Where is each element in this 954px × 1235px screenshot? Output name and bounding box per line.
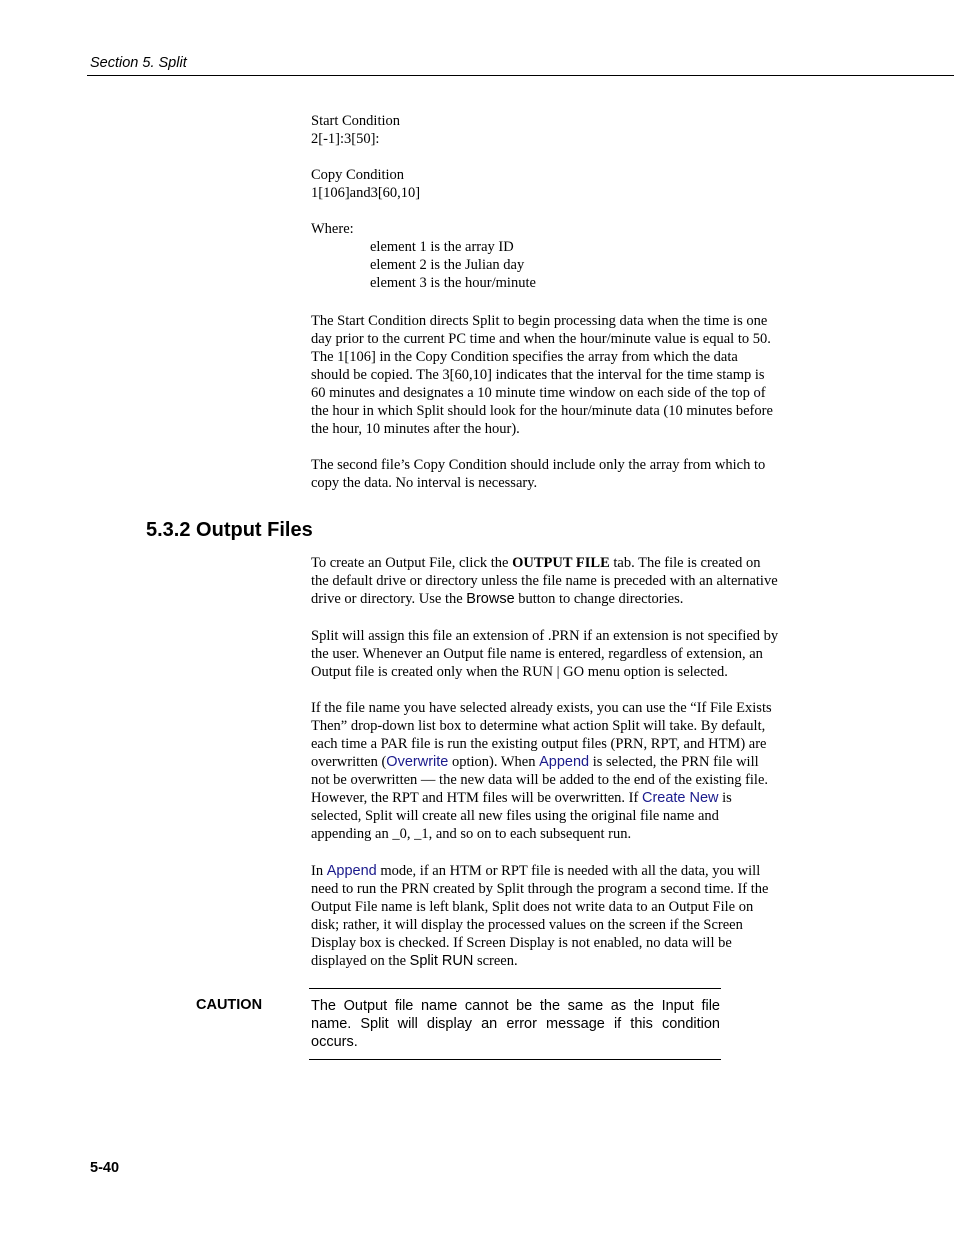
browse-button-reference: Browse (466, 591, 515, 607)
text-run: In (311, 863, 327, 879)
paragraph-line: Then” drop-down list box to determine what action Split will take. By default, (311, 718, 766, 734)
text-run: screen. (473, 953, 518, 969)
page-number: 5-40 (90, 1160, 120, 1176)
caution-label: CAUTION (196, 997, 263, 1013)
text-run: tab. The file is created on (609, 555, 761, 571)
paragraph-line: 60 minutes and designates a 10 minute time window on each side of the top of (311, 385, 766, 401)
paragraph-line: Split will assign this file an extension of .PRN if an extension is not specified by (311, 628, 779, 644)
paragraph-line: the user. Whenever an Output file name is entered, regardless of extension, an (311, 646, 763, 662)
paragraph-line: the hour in which Split should look for the hour/minute data (10 minutes before (311, 403, 773, 419)
paragraph-line: should be copied. The 3[60,10] indicates that the interval for the time stamp is (311, 367, 765, 383)
paragraph-line: Output File name is left blank, Split does not write data to an Output File on (311, 899, 754, 915)
output-files-paragraph-4 (311, 862, 816, 970)
text-run: displayed on the (311, 953, 410, 969)
conditions-block (311, 112, 816, 292)
paragraph-line: each time a PAR file is run the existing output files (PRN, RPT, and HTM) are (311, 736, 767, 752)
paragraph-line: disk; rather, it will display the processed values on the screen if the Screen (311, 917, 743, 933)
paragraph-line: The Start Condition directs Split to begin processing data when the time is one (311, 313, 768, 329)
caution-line: occurs. (311, 1034, 358, 1050)
caution-top-rule (309, 988, 721, 989)
output-file-tab-reference: OUTPUT FILE (512, 555, 610, 571)
paragraph-line: The 1[106] in the Copy Condition specifies the array from which the data (311, 349, 738, 365)
text-run: However, the RPT and HTM files will be overwritten. If (311, 790, 642, 806)
output-files-paragraph-3 (311, 699, 816, 843)
paragraph-line (311, 753, 816, 771)
output-files-paragraph-1 (311, 554, 816, 608)
paragraph-line: The second file’s Copy Condition should include only the array from which to (311, 457, 766, 473)
section-heading: 5.3.2 Output Files (146, 519, 313, 541)
where-label: Where: (311, 221, 354, 237)
create-new-option-reference: Create New (641, 790, 719, 806)
caution-line: name. Split will display an error message if this condition (311, 1016, 720, 1032)
text-run: is (718, 790, 732, 806)
start-condition-label: Start Condition (311, 113, 401, 129)
copy-condition-label: Copy Condition (311, 167, 405, 183)
append-mode-reference: Append (326, 863, 377, 879)
paragraph-line: selected, Split will create all new files using the original file name and (311, 808, 719, 824)
paragraph-line: not be overwritten — the new data will be added to the end of the existing file. (311, 772, 769, 788)
paragraph-line: the default drive or directory unless the file name is preceded with an alternative (311, 573, 778, 589)
paragraph-line: need to run the PRN created by Split through the program a second time. If the (311, 881, 769, 897)
append-option-reference: Append (539, 754, 590, 770)
paragraph-line (311, 590, 816, 608)
text-run: overwritten ( (311, 754, 387, 770)
text-run: drive or directory. Use the (311, 591, 467, 607)
text-run: button to change directories. (514, 591, 684, 607)
paragraph-line: If the file name you have selected already exists, you can use the “If File Exists (311, 700, 772, 716)
text-run: mode, if an HTM or RPT file is needed with all the data, you will (376, 863, 761, 879)
start-condition-explanation (311, 312, 816, 438)
paragraph-line: Display box is checked. If Screen Display is not enabled, no data will be (311, 935, 732, 951)
text-run: option). When (448, 754, 540, 770)
paragraph-line: Output file is created only when the RUN | GO menu option is selected. (311, 664, 728, 680)
element-3-description: element 3 is the hour/minute (370, 275, 536, 291)
overwrite-option-reference: Overwrite (386, 754, 449, 770)
header-rule (87, 75, 954, 76)
paragraph-line (311, 862, 816, 880)
copy-condition-value: 1[106]and3[60,10] (311, 185, 421, 201)
caution-bottom-rule (309, 1059, 721, 1060)
caution-line: The Output file name cannot be the same as the Input file (311, 998, 720, 1014)
running-header: Section 5. Split (90, 55, 187, 71)
paragraph-line (311, 789, 816, 807)
start-condition-value: 2[-1]:3[50]: (311, 131, 380, 147)
caution-text (311, 997, 720, 1051)
paragraph-line: appending an _0, _1, and so on to each subsequent run. (311, 826, 632, 842)
element-2-description: element 2 is the Julian day (370, 257, 525, 273)
output-files-paragraph-2 (311, 627, 816, 681)
paragraph-line: the hour, 10 minutes after the hour). (311, 421, 520, 437)
paragraph-line (311, 554, 816, 572)
text-run: is selected, the PRN file will (589, 754, 759, 770)
element-1-description: element 1 is the array ID (370, 239, 514, 255)
paragraph-line (311, 952, 816, 970)
paragraph-line: day prior to the current PC time and when the hour/minute value is equal to 50. (311, 331, 771, 347)
split-run-screen-reference: Split RUN (409, 953, 474, 969)
second-file-paragraph (311, 456, 816, 492)
text-run: To create an Output File, click the (311, 555, 513, 571)
paragraph-line: copy the data. No interval is necessary. (311, 475, 538, 491)
